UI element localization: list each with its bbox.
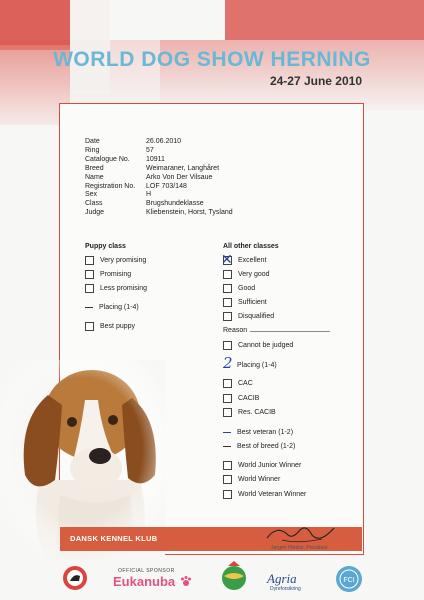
- option-cacib[interactable]: [223, 394, 259, 403]
- checkbox[interactable]: [223, 298, 232, 307]
- info-value: H: [146, 191, 152, 199]
- entry-info: [85, 138, 233, 218]
- other-classes-heading: All other classes: [223, 243, 279, 250]
- checkbox[interactable]: [223, 284, 232, 293]
- option-less-promising[interactable]: [85, 284, 147, 293]
- checkbox[interactable]: [85, 256, 94, 265]
- fci-logo-icon: [335, 565, 363, 593]
- grade-excellent[interactable]: [221, 252, 267, 268]
- puppy-placing[interactable]: [85, 304, 139, 311]
- reason-label: Reason: [223, 327, 248, 334]
- checkbox[interactable]: [223, 490, 232, 499]
- show-title: WORLD DOG SHOW HERNING: [53, 48, 371, 71]
- placing-blank[interactable]: [85, 307, 93, 308]
- best-veteran[interactable]: [223, 429, 293, 436]
- option-label: Res. CACIB: [238, 409, 276, 416]
- info-label: Catalogue No.: [85, 155, 130, 163]
- option-label: World Veteran Winner: [238, 491, 307, 498]
- eukanuba-logo: Eukanuba: [113, 574, 176, 589]
- agria-logo: Agria: [267, 571, 297, 586]
- info-value: Weimaraner, Langhåret: [146, 164, 220, 172]
- info-row: [85, 156, 233, 165]
- option-label: Best of breed (1-2): [237, 443, 296, 450]
- option-cannot-be-judged[interactable]: [223, 341, 293, 350]
- info-label: Class: [85, 200, 103, 208]
- info-row: [85, 165, 233, 174]
- option-label: Excellent: [238, 257, 267, 264]
- other-placing[interactable]: [223, 362, 277, 369]
- info-value: 10911: [146, 155, 165, 163]
- placing-blank[interactable]: [223, 432, 231, 433]
- handwritten-placing: 2: [223, 354, 233, 372]
- option-label: World Winner: [238, 476, 281, 483]
- info-label: Ring: [85, 146, 100, 154]
- info-row: [85, 200, 233, 209]
- info-value: 26.06.2010: [146, 138, 182, 145]
- option-cac[interactable]: [223, 379, 253, 388]
- world-show-globe-logo-icon: [218, 560, 250, 592]
- option-label: Placing (1-4): [99, 304, 139, 311]
- checkbox[interactable]: [223, 379, 232, 388]
- option-label: Sufficient: [238, 299, 267, 306]
- option-label: CACIB: [238, 395, 260, 402]
- info-label: Breed: [85, 164, 104, 172]
- info-label: Judge: [85, 209, 105, 217]
- club-name: DANSK KENNEL KLUB: [70, 534, 158, 543]
- info-row: [85, 174, 233, 183]
- option-label: Best puppy: [100, 323, 136, 330]
- info-row: [85, 209, 233, 218]
- sponsor-caption: OFFICIAL SPONSOR: [118, 568, 175, 574]
- checkbox-checked[interactable]: [221, 252, 233, 268]
- grade-very-good[interactable]: [223, 270, 270, 279]
- option-label: Very promising: [100, 257, 147, 264]
- info-label: Sex: [85, 191, 98, 199]
- checkbox[interactable]: [223, 341, 232, 350]
- checkbox[interactable]: [223, 312, 232, 321]
- info-value: Kliebenstein, Horst, Tysland: [146, 209, 233, 217]
- info-value: Brugshundeklasse: [146, 200, 204, 208]
- flag-red-right: [225, 0, 424, 40]
- option-world-veteran-winner[interactable]: [223, 490, 306, 499]
- option-label: Promising: [100, 271, 132, 278]
- info-label: Registration No.: [85, 182, 136, 190]
- info-value: 57: [146, 146, 154, 154]
- agria-subtitle: Dyreforsikring: [270, 586, 301, 592]
- best-of-breed[interactable]: [223, 443, 295, 450]
- info-value: LOF 703/148: [146, 182, 187, 190]
- cross-mark-icon: ✕: [221, 252, 233, 268]
- checkbox[interactable]: [223, 394, 232, 403]
- option-label: Very good: [238, 271, 270, 278]
- reason-input-line[interactable]: [250, 331, 330, 332]
- info-row: [85, 138, 233, 147]
- option-res-cacib[interactable]: [223, 408, 276, 417]
- option-label: CAC: [238, 380, 253, 387]
- option-promising[interactable]: [85, 270, 131, 279]
- grade-good[interactable]: [223, 284, 255, 293]
- dkk-logo-icon: [62, 565, 88, 591]
- checkbox[interactable]: [85, 270, 94, 279]
- checkbox[interactable]: [223, 461, 232, 470]
- checkbox[interactable]: [85, 322, 94, 331]
- grade-disqualified[interactable]: [223, 312, 274, 321]
- signature-caption: Jørgen Hindse, President: [271, 545, 328, 551]
- info-label: Date: [85, 138, 100, 145]
- checkbox[interactable]: [223, 408, 232, 417]
- info-row: [85, 191, 233, 200]
- paw-icon: [180, 575, 192, 587]
- option-label: Cannot be judged: [238, 342, 294, 349]
- option-label: World Junior Winner: [238, 462, 302, 469]
- checkbox[interactable]: [223, 270, 232, 279]
- option-label: Good: [238, 285, 256, 292]
- option-world-winner[interactable]: [223, 475, 280, 484]
- option-label: Best veteran (1-2): [237, 429, 294, 436]
- show-dates: 24-27 June 2010: [269, 74, 362, 88]
- puppy-class-heading: Puppy class: [85, 243, 126, 250]
- info-row: [85, 147, 233, 156]
- svg-text:FCI: FCI: [343, 577, 355, 584]
- option-label: Less promising: [100, 285, 148, 292]
- checkbox[interactable]: [223, 475, 232, 484]
- info-value: Arko Von Der Vilsaue: [146, 173, 213, 181]
- placing-blank[interactable]: [223, 446, 231, 447]
- option-label: Disqualified: [238, 313, 275, 320]
- info-row: [85, 183, 233, 192]
- option-best-puppy[interactable]: [85, 322, 135, 331]
- flag-red-left: [0, 0, 70, 50]
- info-label: Name: [85, 173, 104, 181]
- option-world-junior-winner[interactable]: [223, 461, 301, 470]
- grade-sufficient[interactable]: [223, 298, 267, 307]
- option-very-promising[interactable]: [85, 256, 146, 265]
- option-label: Placing (1-4): [237, 362, 277, 369]
- checkbox[interactable]: [85, 284, 94, 293]
- reason-field[interactable]: [223, 327, 330, 334]
